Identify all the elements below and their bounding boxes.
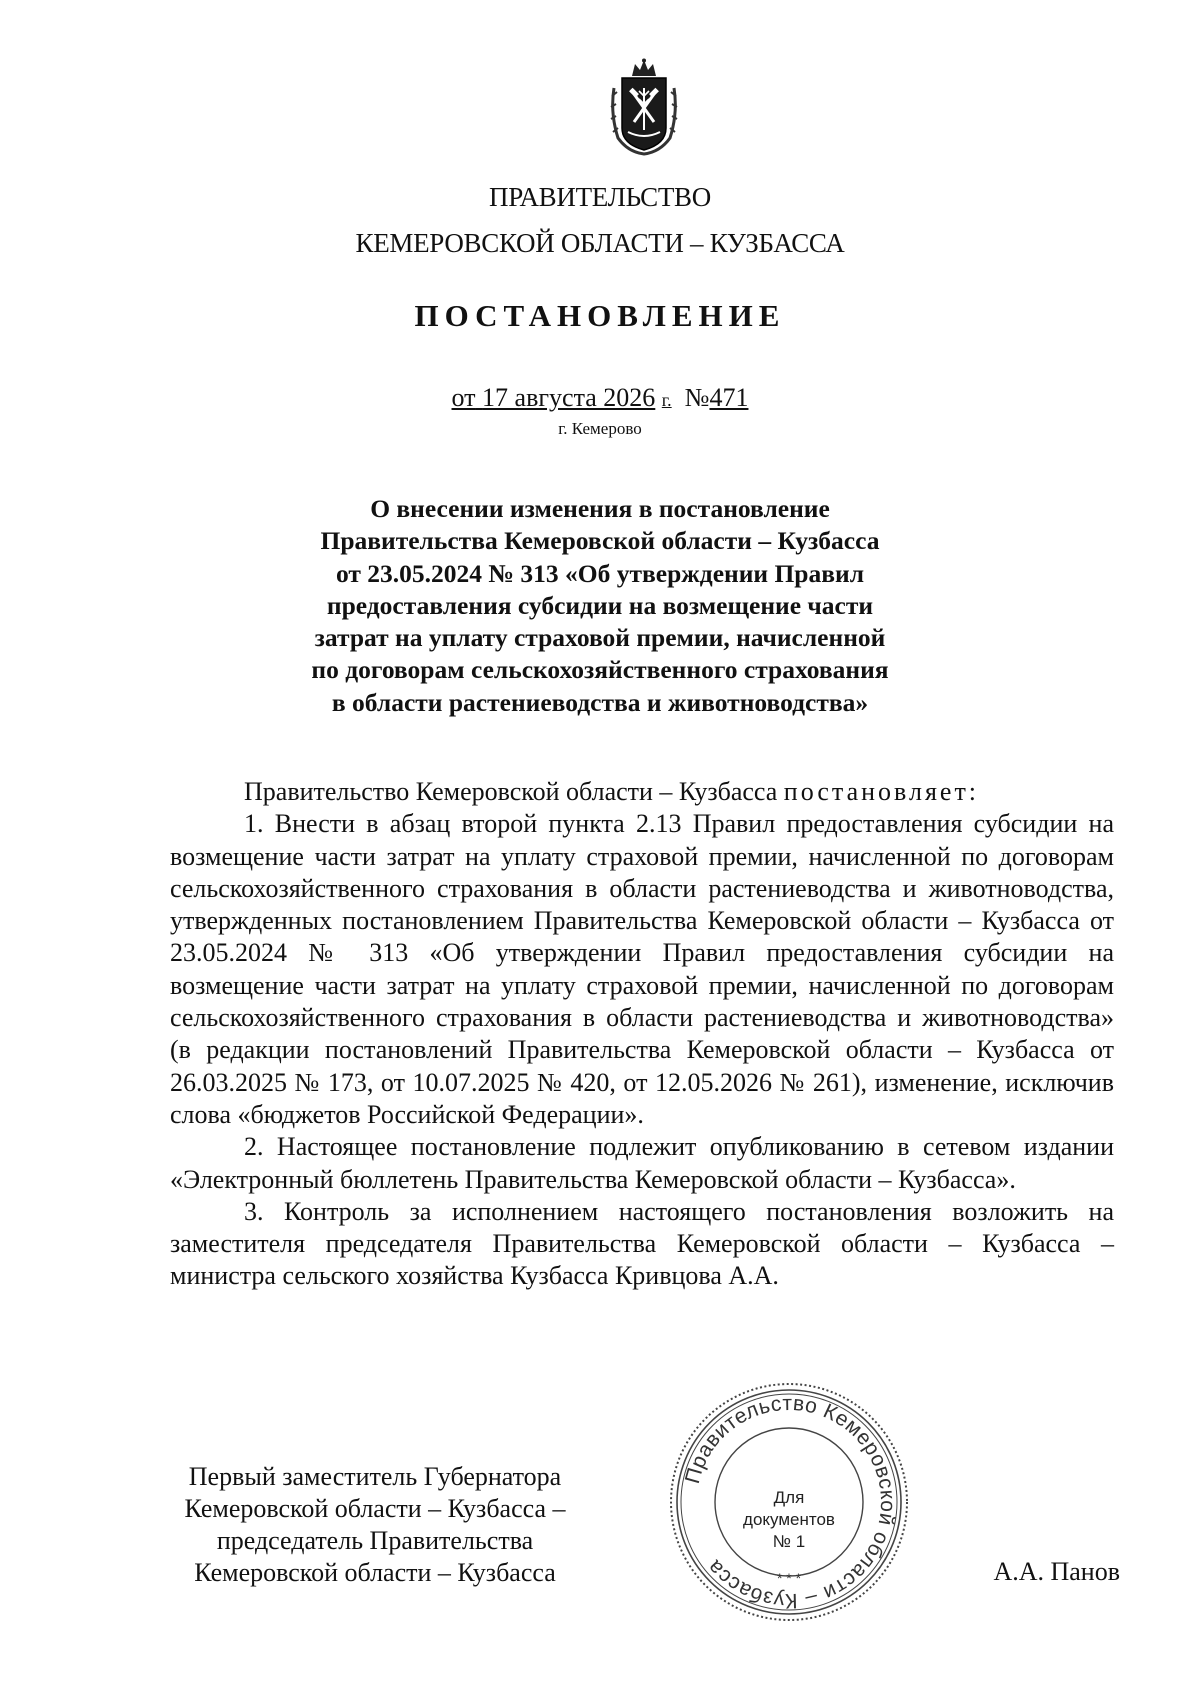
title-line: в области растениеводства и животноводства» <box>331 687 869 717</box>
date-number-line <box>0 383 1200 413</box>
document-title <box>250 493 950 719</box>
document-type: ПОСТАНОВЛЕНИЕ <box>414 298 786 333</box>
preamble-text: Правительство Кемеровской области – Кузбасса <box>244 777 784 806</box>
seal-center-line: № 1 <box>772 1532 806 1551</box>
document-body <box>170 776 1114 1293</box>
seal-center-text <box>724 1487 854 1553</box>
seal-center-line: документов <box>743 1510 835 1529</box>
signatory-position-line: Кемеровской области – Кузбасса – <box>184 1494 566 1523</box>
signatory-name: А.А. Панов <box>993 1557 1120 1586</box>
preamble-resolves: постановляет: <box>783 777 980 806</box>
item-2-paragraph: 2. Настоящее постановление подлежит опубликованию в сетевом издании «Электронный бюллетень Правительства Кемеровской области – Кузбасса». <box>170 1132 1114 1194</box>
org-name-line2: КЕМЕРОВСКОЙ ОБЛАСТИ – КУЗБАССА <box>355 228 845 258</box>
signatory-position-line: Первый заместитель Губернатора <box>188 1462 562 1491</box>
seal-center-line: Для <box>773 1488 805 1507</box>
item-1-paragraph: 1. Внести в абзац второй пункта 2.13 Правил предоставления субсидии на возмещение части затрат на уплату страховой премии, начисленной по договорам сельскохозяйственного страхования в области растениеводства и животноводства, утвержденных постановлением Правительства Кемеровской области – Кузбасса от 23.05.2024 № 313 «Об утверждении Правил предоставления субсидии на возмещение части затрат на уплату страховой премии, начисленной по договорам сельскохозяйственного страхования в области растениеводства и животноводства» (в редакции постановлений Правительства Кемеровской области – Кузбасса от 26.03.2025 № 173, от 10.07.2025 № 420, от 12.05.2026 № 261), изменение, исключив слова «бюджетов Российской Федерации». <box>170 809 1114 1129</box>
document-city: г. Кемерово <box>558 419 642 438</box>
signatory-position-line: председатель Правительства <box>216 1526 534 1555</box>
seal-stars: * * * <box>776 1570 802 1586</box>
title-line: от 23.05.2024 № 313 «Об утверждении Правил <box>335 558 865 588</box>
title-line: Правительства Кемеровской области – Кузбасса <box>320 526 880 556</box>
seal-ring-text: Правительство Кемеровской области – Кузбасса <box>680 1391 900 1613</box>
number-sign: № <box>684 383 710 412</box>
document-number: 471 <box>709 383 749 412</box>
title-line: предоставления субсидии на возмещение части <box>326 590 874 620</box>
title-line: затрат на уплату страховой премии, начисленной <box>314 623 886 653</box>
title-line: по договорам сельскохозяйственного страхования <box>311 655 889 685</box>
coat-of-arms-icon <box>608 58 680 156</box>
org-name-line1: ПРАВИТЕЛЬСТВО <box>489 182 711 212</box>
item-3-paragraph: 3. Контроль за исполнением настоящего постановления возложить на заместителя председателя Правительства Кемеровской области – Кузбасса – министра сельского хозяйства Кузбасса Кривцова А.А. <box>170 1196 1114 1291</box>
signatory-position-line: Кемеровской области – Кузбасса <box>194 1558 556 1587</box>
preamble-paragraph <box>170 776 1114 808</box>
year-suffix: г. <box>661 390 672 410</box>
signatory-position <box>150 1461 600 1589</box>
date-prefix: от <box>451 383 476 412</box>
document-date: 17 августа 2026 <box>482 383 656 412</box>
title-line: О внесении изменения в постановление <box>370 494 830 523</box>
